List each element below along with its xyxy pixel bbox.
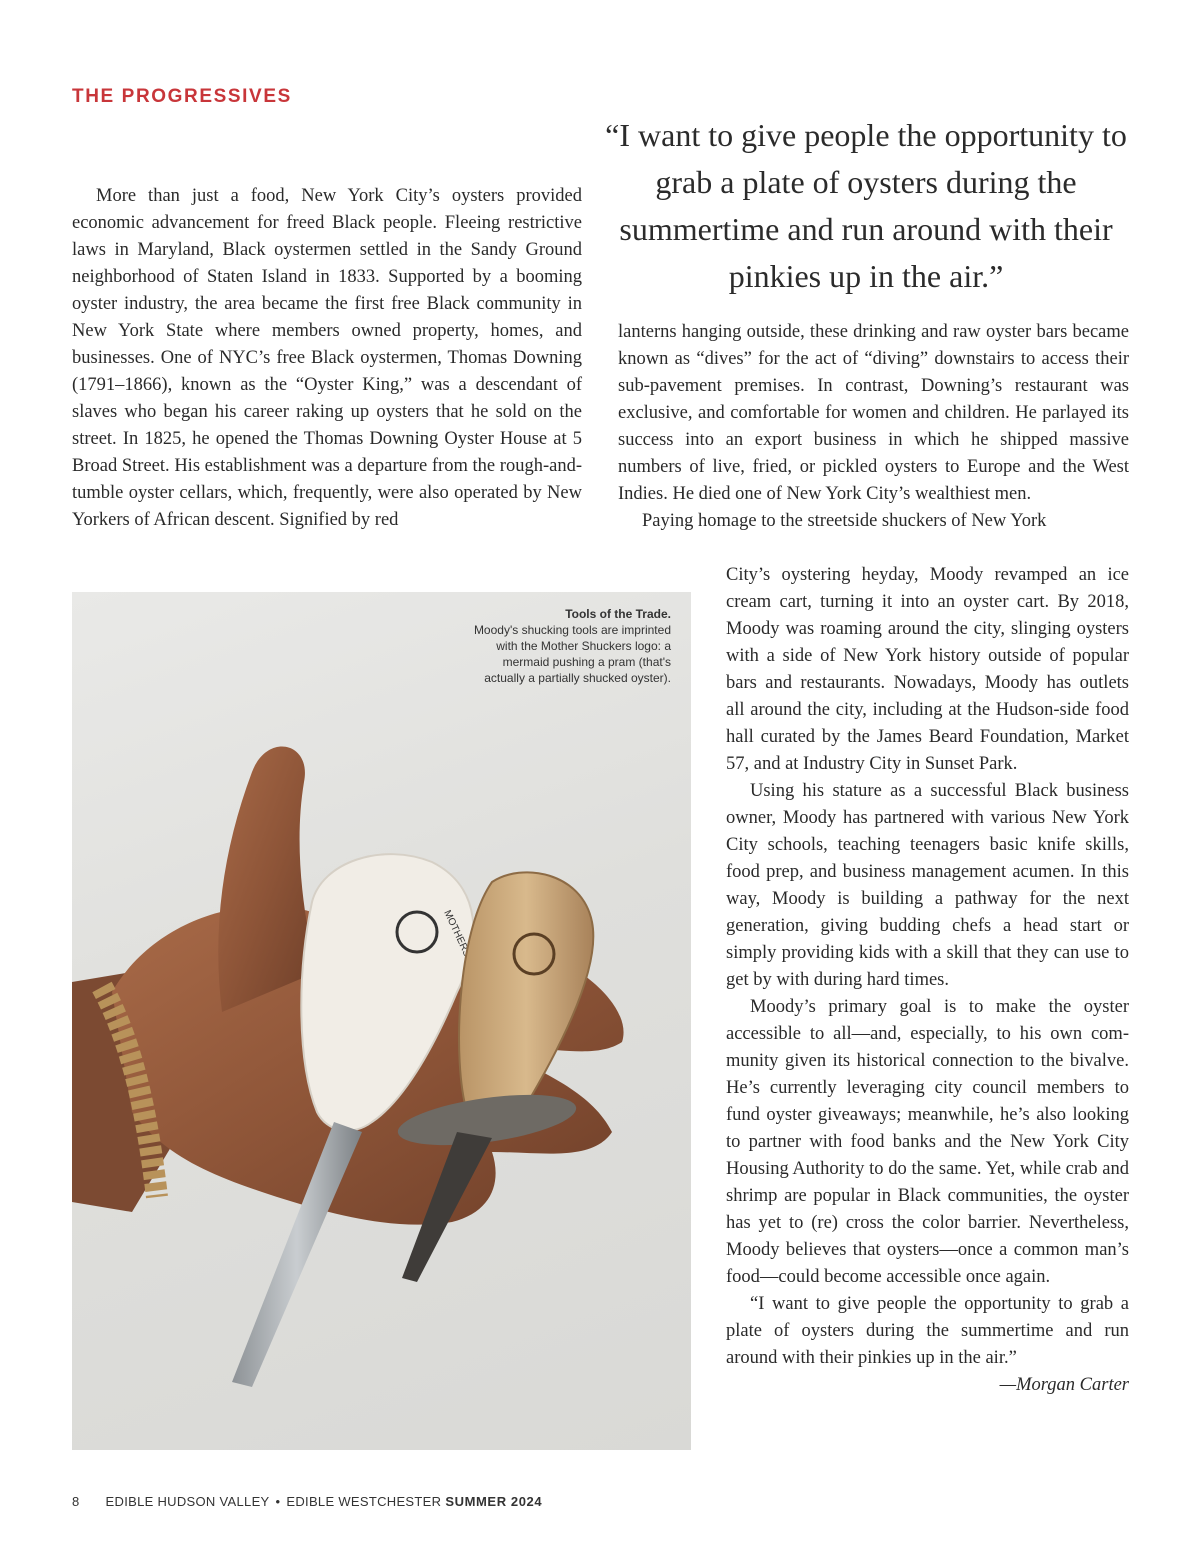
hand-with-oyster-knives-illustration: [72, 592, 691, 1450]
footer-separator: •: [275, 1494, 281, 1509]
paragraph: lanterns hanging outside, these drinking and raw oyster bars became known as “dives” for the act of “diving” downstairs to access their sub-pavement premises. In contrast, Downing’s restaurant was exclusive, and comfortable for women and children. He parlayed its success into an export business in which he shipped massive numbers of live, fried, or pickled oysters to Europe and the West Indies. He died one of New York City’s wealthiest men.: [618, 322, 1129, 504]
body-column-right-top: [618, 319, 1129, 535]
page-footer: [72, 1494, 542, 1509]
paragraph: Moody’s primary goal is to make the oyster accessible to all—and, especially, to his own community given its historical connection to the bivalve. He’s currently leveraging city council members to fund oyster giveaways; meanwhile, he’s also looking to partner with food banks and the New York City Housing Authority to do the same. Yet, while crab and shrimp are popular in Black communities, the oyster has yet to (re) cross the color barrier. Nevertheless, Moody believes that oysters—once a common man’s food—could become accessible once again.: [726, 997, 1129, 1287]
photo-oyster-knives: [72, 592, 691, 1450]
paragraph: More than just a food, New York City’s oysters provided economic advancement for freed Black people. Fleeing restrictive laws in Maryland, Black oystermen settled in the Sandy Ground neighborhood of Staten Island in 1833. Supported by a booming oyster industry, the area became the first free Black community in New York State where members owned property, homes, and businesses. One of NYC’s free Black oystermen, Thomas Downing (1791–1866), known as the “Oyster King,” was a descendant of slaves who began his career raking up oysters that he sold on the street. In 1825, he opened the Thomas Downing Oyster House at 5 Broad Street. His establishment was a departure from the rough-and-tumble oyster cellars, which, frequently, were also operated by New Yorkers of African descent. Signified by red: [72, 186, 582, 530]
body-column-left: [72, 183, 582, 534]
caption-text: Moody's shucking tools are imprinted with the Mother Shuckers logo: a mermaid pushing a pram (that's actually a partially shucked oyster).: [473, 623, 671, 685]
body-column-right-bottom: [726, 562, 1129, 1399]
photo-caption: [461, 606, 671, 686]
caption-title: Tools of the Trade.: [565, 607, 671, 621]
paragraph: Using his stature as a successful Black business owner, Moody has partnered with various New York City schools, teaching teenagers basic knife skills, food prep, and business management acumen. In this way, Moody is building a pathway for the next generation, giving budding chefs a head start or simply providing kids with a skill that they can use to get by with during hard times.: [726, 781, 1129, 990]
publication-name: EDIBLE HUDSON VALLEY: [105, 1494, 270, 1509]
author-signature: —Morgan Carter: [999, 1375, 1129, 1395]
page-number: 8: [72, 1494, 80, 1509]
publication-name: EDIBLE WESTCHESTER: [286, 1494, 442, 1509]
paragraph: City’s oystering heyday, Moody revamped an ice cream cart, turning it into an oyster cart. By 2018, Moody was roaming around the city, slinging oysters with a side of New York history outside of popular bars and restaurants. Nowadays, Moody has outlets all around the city, including at the Hudson-side food hall curated by the James Beard Foundation, Market 57, and at Industry City in Sunset Park.: [726, 565, 1129, 774]
pull-quote: “I want to give people the opportunity to grab a plate of oysters during the summertime and run around with their pinkies up in the air.”: [605, 117, 1127, 294]
closing-quote: “I want to give people the opportunity to grab a plate of oysters during the summertime and run around with their pinkies up in the air.”: [726, 1294, 1129, 1368]
paragraph: Paying homage to the streetside shuckers of New York: [642, 511, 1047, 531]
issue-label: SUMMER 2024: [445, 1494, 543, 1509]
section-label: THE PROGRESSIVES: [72, 86, 292, 107]
